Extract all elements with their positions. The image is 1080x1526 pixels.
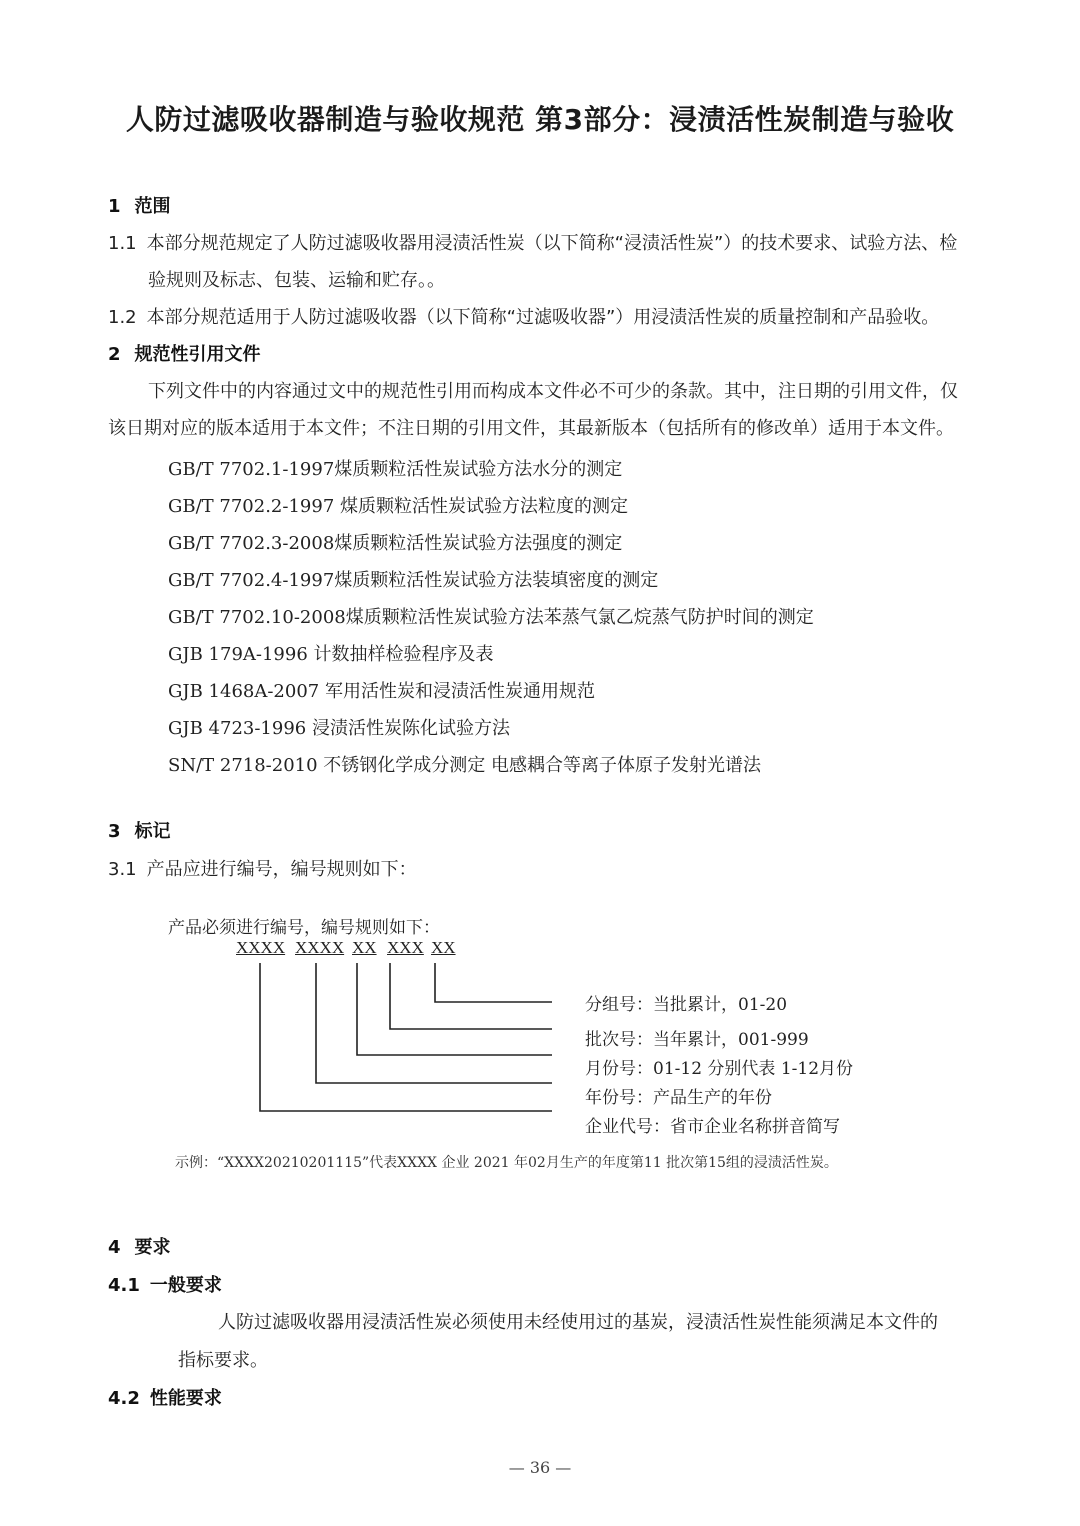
section-title: 范围	[134, 196, 171, 217]
label-enterprise-code: 企业代号：省市企业名称拼音简写	[585, 1117, 840, 1137]
section-title: 规范性引用文件	[134, 344, 261, 365]
reference-item: GB/T 7702.2-1997 煤质颗粒活性炭试验方法粒度的测定	[168, 496, 628, 517]
reference-item: SN/T 2718-2010 不锈钢化学成分测定 电感耦合等离子体原子发射光谱法	[168, 755, 762, 776]
reference-item: GB/T 7702.4-1997煤质颗粒活性炭试验方法装填密度的测定	[168, 570, 659, 591]
code-segment-month: XX	[352, 938, 377, 957]
clause-4-2-heading	[108, 1387, 222, 1411]
label-batch-number: 批次号：当年累计，001-999	[585, 1030, 809, 1050]
section-title: 要求	[134, 1237, 171, 1258]
reference-item: GB/T 7702.10-2008煤质颗粒活性炭试验方法苯蒸气氯乙烷蒸气防护时间的测定	[168, 607, 814, 628]
clause-4-1-heading	[108, 1274, 222, 1298]
clause-number: 4.2	[108, 1388, 140, 1409]
section-number: 2	[108, 344, 121, 365]
section-title: 标记	[134, 821, 171, 842]
clause-number: 3.1	[108, 859, 137, 880]
reference-item: GB/T 7702.1-1997煤质颗粒活性炭试验方法水分的测定	[168, 459, 623, 480]
clause-text: 本部分规范适用于人防过滤吸收器（以下简称“过滤吸收器”）用浸渍活性炭的质量控制和产品验收。	[146, 307, 940, 328]
clause-4-1-line-2: 指标要求。	[178, 1350, 268, 1371]
clause-4-1-line-1: 人防过滤吸收器用浸渍活性炭必须使用未经使用过的基炭，浸渍活性炭性能须满足本文件的	[218, 1312, 938, 1333]
section-number: 1	[108, 196, 121, 217]
clause-number: 1.1	[108, 233, 137, 254]
code-segment-batch: XXX	[387, 938, 424, 957]
code-segment-year: XXXX	[295, 938, 345, 957]
label-year-number: 年份号：产品生产的年份	[585, 1088, 772, 1108]
reference-item: GB/T 7702.3-2008煤质颗粒活性炭试验方法强度的测定	[168, 533, 623, 554]
reference-item: GJB 1468A-2007 军用活性炭和浸渍活性炭通用规范	[168, 681, 595, 702]
clause-number: 1.2	[108, 307, 137, 328]
connector-month	[357, 963, 552, 1055]
label-month-number: 月份号：01-12 分别代表 1-12月份	[585, 1059, 854, 1079]
section-number: 4	[108, 1237, 121, 1258]
reference-item: GJB 179A-1996 计数抽样检验程序及表	[168, 644, 494, 665]
code-segment-group: XX	[431, 938, 456, 957]
clause-title: 性能要求	[149, 1388, 222, 1409]
connector-group	[435, 963, 552, 1002]
clause-1-1-continuation: 验规则及标志、包装、运输和贮存。。	[148, 270, 445, 291]
numbering-rule-intro: 产品必须进行编号，编号规则如下：	[168, 918, 440, 938]
connector-batch	[390, 963, 552, 1029]
connector-year	[316, 963, 552, 1083]
clause-title: 一般要求	[149, 1275, 222, 1296]
document-title: 人防过滤吸收器制造与验收规范 第3部分：浸渍活性炭制造与验收	[125, 103, 955, 136]
label-group-number: 分组号：当批累计，01-20	[585, 995, 788, 1015]
section-4-heading	[108, 1236, 171, 1260]
reference-item: GJB 4723-1996 浸渍活性炭陈化试验方法	[168, 718, 510, 739]
clause-text: 产品应进行编号，编号规则如下：	[146, 859, 417, 880]
clause-number: 4.1	[108, 1275, 140, 1296]
section-number: 3	[108, 821, 121, 842]
section-2-intro-line-1: 下列文件中的内容通过文中的规范性引用而构成本文件必不可少的条款。其中，注日期的引用文件，仅	[148, 381, 958, 402]
code-segment-enterprise: XXXX	[236, 938, 286, 957]
page-number: — 36 —	[508, 1458, 572, 1477]
numbering-example: 示例：“XXXX20210201115”代表XXXX 企业 2021 年02月生产的年度第11 批次第15组的浸渍活性炭。	[175, 1155, 838, 1171]
connector-enterprise	[260, 963, 552, 1111]
clause-text: 本部分规范规定了人防过滤吸收器用浸渍活性炭（以下简称“浸渍活性炭”）的技术要求、试验方法、检	[146, 233, 958, 254]
section-2-intro-line-2: 该日期对应的版本适用于本文件；不注日期的引用文件，其最新版本（包括所有的修改单）适用于本文件。	[108, 418, 954, 439]
